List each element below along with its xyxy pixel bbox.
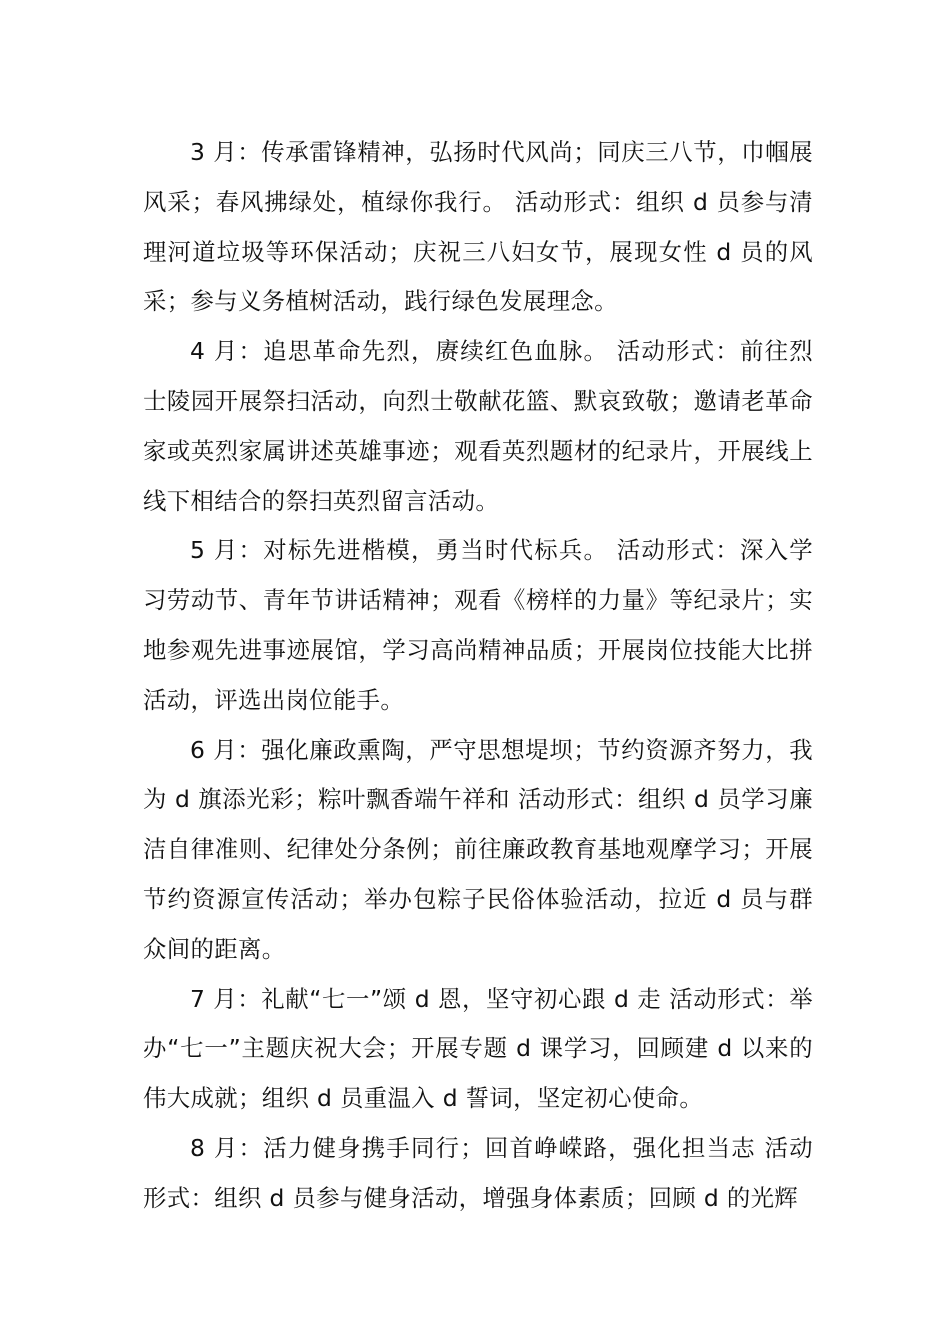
paragraph-august: 8 月：活力健身携手同行；回首峥嵘路，强化担当志 活动形式：组织 d 员参与健身活动，增强身体素质；回顾 d 的光辉 (143, 1133, 813, 1212)
paragraph-march: 3 月：传承雷锋精神，弘扬时代风尚；同庆三八节，巾帼展风采；春风拂绿处，植绿你我行。 活动形式：组织 d 员参与清理河道垃圾等环保活动；庆祝三八妇女节，展现女性 d 员的风采；参与义务植树活动，践行绿色发展理念。 (143, 138, 813, 316)
paragraph-june: 6 月：强化廉政熏陶，严守思想堤坝；节约资源齐努力，我为 d 旗添光彩；粽叶飘香端午祥和 活动形式：组织 d 员学习廉洁自律准则、纪律处分条例；前往廉政教育基地观摩学习；开展节约资源宣传活动；举办包粽子民俗体验活动，拉近 d 员与群众间的距离。 (143, 735, 813, 963)
paragraph-may: 5 月：对标先进楷模，勇当时代标兵。 活动形式：深入学习劳动节、青年节讲话精神；观看《榜样的力量》等纪录片；实地参观先进事迹展馆，学习高尚精神品质；开展岗位技能大比拼活动，评选出岗位能手。 (143, 536, 813, 714)
document-body (143, 128, 813, 1224)
paragraph-july: 7 月：礼献“七一”颂 d 恩，坚守初心跟 d 走 活动形式：举办“七一”主题庆祝大会；开展专题 d 课学习，回顾建 d 以来的伟大成就；组织 d 员重温入 d 誓词，坚定初心使命。 (143, 984, 813, 1113)
paragraph-april: 4 月：追思革命先烈，赓续红色血脉。 活动形式：前往烈士陵园开展祭扫活动，向烈士敬献花篮、默哀致敬；邀请老革命家或英烈家属讲述英雄事迹；观看英烈题材的纪录片，开展线上线下相结合的祭扫英烈留言活动。 (143, 337, 813, 515)
